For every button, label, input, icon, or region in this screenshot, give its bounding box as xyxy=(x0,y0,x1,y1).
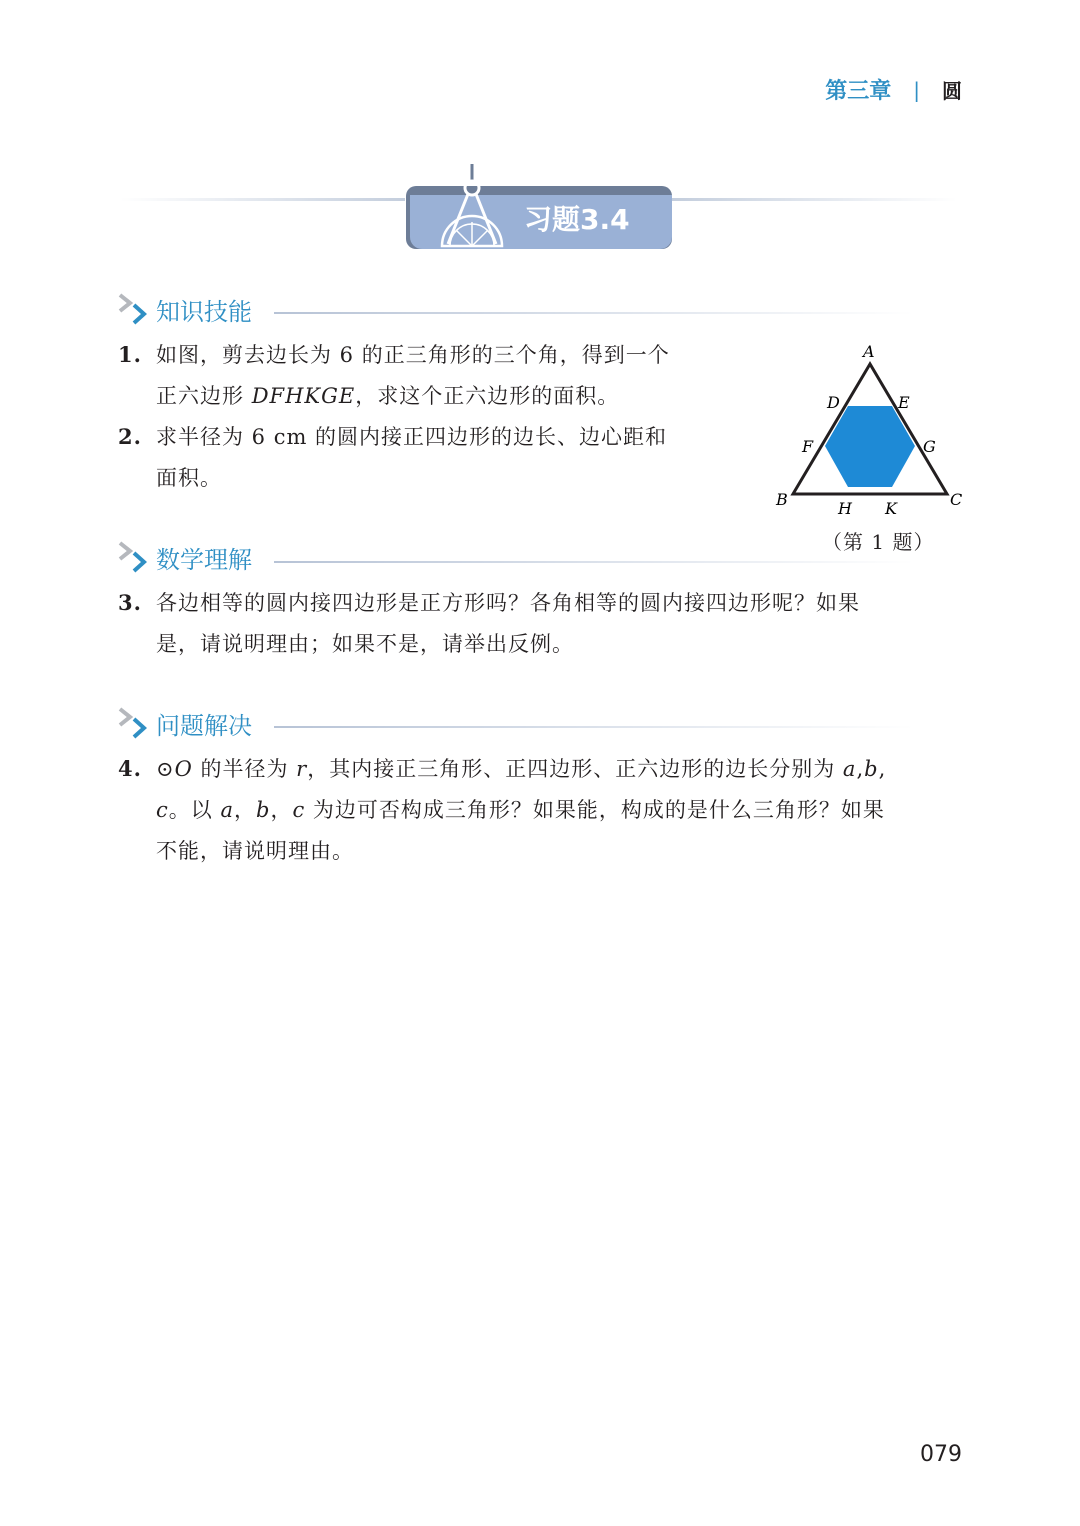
vertex-label-b: B xyxy=(776,490,788,509)
section-title: 知识技能 xyxy=(156,298,252,326)
chapter-title: 圆 xyxy=(942,79,962,103)
exercise-title: 习题3.4 xyxy=(524,203,630,236)
problem-number: 3. xyxy=(118,590,142,615)
vertex-label-d: D xyxy=(827,393,840,412)
section-heading-problem-solving xyxy=(116,706,252,741)
problem-text: 是，请说明理由；如果不是，请举出反例。 xyxy=(156,632,574,656)
problem-1 xyxy=(118,334,758,417)
problem-text: ， xyxy=(270,798,293,822)
problem-3 xyxy=(118,582,978,665)
figure-caption: （第 1 题） xyxy=(822,530,935,554)
vertex-label-g: G xyxy=(923,437,936,456)
problem-text: 为边可否构成三角形？如果能，构成的是什么三角形？如果 xyxy=(305,798,885,822)
section-rule xyxy=(274,312,914,314)
problem-text: 。以 xyxy=(168,798,221,822)
vertex-label-k: K xyxy=(885,499,897,518)
problem-text: 求半径为 6 cm 的圆内接正四边形的边长、边心距和 xyxy=(156,425,668,449)
section-heading-knowledge xyxy=(116,292,252,327)
math-variable: b xyxy=(255,798,271,822)
math-variable: a xyxy=(220,798,234,822)
vertex-label-a: A xyxy=(863,342,875,361)
problem-text: ，求这个正六边形的面积。 xyxy=(355,384,620,408)
math-variable: c xyxy=(156,798,169,822)
chevron-right-icon xyxy=(116,293,156,327)
vertex-label-e: E xyxy=(898,393,910,412)
problem-text: , xyxy=(856,757,865,781)
problem-2 xyxy=(118,416,758,499)
problem-number: 1. xyxy=(118,342,142,367)
header-separator: | xyxy=(913,77,920,102)
problem-text: , xyxy=(878,757,887,781)
math-variable: r xyxy=(296,757,308,781)
problem-4 xyxy=(118,748,978,872)
section-heading-understanding xyxy=(116,540,252,575)
problem-text: 不能，请说明理由。 xyxy=(156,839,354,863)
page-number: 079 xyxy=(920,1442,962,1467)
math-variable: b xyxy=(864,757,879,781)
exercise-banner xyxy=(406,186,672,249)
problem-text: 的半径为 xyxy=(192,757,297,781)
chapter-label: 第三章 xyxy=(825,79,892,104)
problem-text: ，其内接正三角形、正四边形、正六边形的边长分别为 xyxy=(307,757,843,781)
problem-text: 如图，剪去边长为 6 的正三角形的三个角，得到一个 xyxy=(156,343,670,367)
problem-text: 正六边形 xyxy=(156,384,252,408)
chevron-right-icon xyxy=(116,541,156,575)
problem-text: 面积。 xyxy=(156,466,222,490)
problem-text: ， xyxy=(233,798,256,822)
vertex-label-h: H xyxy=(838,499,852,518)
running-header xyxy=(825,74,962,105)
chevron-right-icon xyxy=(116,707,156,741)
circle-symbol: ⊙O xyxy=(156,757,193,781)
problem-number: 2. xyxy=(118,424,142,449)
math-variable: DFHKGE xyxy=(251,384,356,408)
problem-number: 4. xyxy=(118,756,142,781)
vertex-label-f: F xyxy=(802,437,814,456)
triangle-hexagon-figure xyxy=(770,340,970,555)
vertex-label-c: C xyxy=(950,490,963,509)
section-title: 数学理解 xyxy=(156,546,252,574)
section-title: 问题解决 xyxy=(156,712,252,740)
math-variable: a xyxy=(842,757,857,781)
banner-rule-right xyxy=(672,198,957,201)
math-variable: c xyxy=(292,798,306,822)
compass-protractor-icon xyxy=(436,160,508,250)
section-rule xyxy=(274,726,914,728)
section-rule xyxy=(274,561,914,563)
banner-rule-left xyxy=(120,198,405,201)
problem-text: 各边相等的圆内接四边形是正方形吗？各角相等的圆内接四边形呢？如果 xyxy=(156,591,860,615)
